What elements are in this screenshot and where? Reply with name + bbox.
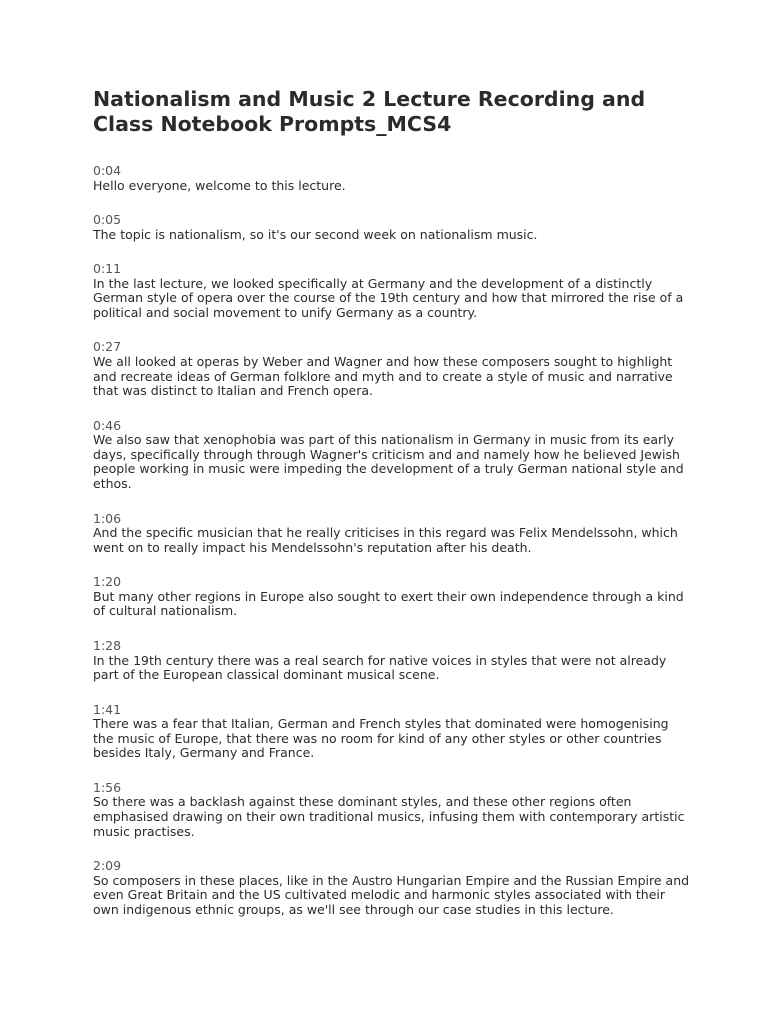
transcript-entry	[93, 512, 693, 556]
transcript-entry	[93, 859, 693, 917]
transcript-entry	[93, 262, 693, 320]
transcript-entry	[93, 419, 693, 492]
entry-timestamp: 1:28	[93, 638, 122, 653]
entry-timestamp: 1:56	[93, 779, 122, 795]
entry-text: There was a fear that Italian, German and French styles that dominated were homogenising the music of Europe, that there was no room for kind of any other styles or other countries besides Italy, Germany and France.	[93, 716, 669, 761]
entry-text: In the last lecture, we looked specifically at Germany and the development of a distinctly German style of opera over the course of the 19th century and how that mirrored the rise of a political and social movement to unify Germany as a country.	[93, 275, 684, 320]
transcript-entry	[93, 639, 693, 683]
entry-timestamp: 1:06	[93, 510, 122, 526]
entry-text: But many other regions in Europe also sought to exert their own independence through a kind of cultural nationalism.	[93, 588, 684, 619]
entry-text: In the 19th century there was a real search for native voices in styles that were not already part of the European classical dominant musical scene.	[93, 652, 667, 683]
entry-timestamp: 0:11	[93, 261, 122, 277]
transcript-entry	[93, 781, 693, 839]
entry-timestamp: 0:05	[93, 212, 122, 228]
entry-timestamp: 1:41	[93, 701, 122, 717]
transcript-entry	[93, 213, 693, 242]
document-title: Nationalism and Music 2 Lecture Recording and Class Notebook Prompts_MCS4	[93, 87, 646, 136]
entry-text: Hello everyone, welcome to this lecture.	[93, 177, 346, 193]
entry-text: We all looked at operas by Weber and Wagner and how these composers sought to highlight and recreate ideas of German folklore and myth and to create a style of music and narrative that was distinct to Italian and French opera.	[93, 353, 673, 399]
entry-text: So there was a backlash against these dominant styles, and these other regions often emphasised drawing on their own traditional musics, infusing them with contemporary artistic music practises.	[93, 794, 685, 839]
entry-text: So composers in these places, like in the Austro Hungarian Empire and the Russian Empire and even Great Britain and the US cultivated melodic and harmonic styles associated with their own indigenous ethnic groups, as we'll see through our case studies in this lecture.	[93, 872, 690, 917]
entry-timestamp: 1:20	[93, 574, 122, 590]
entry-timestamp: 0:27	[93, 339, 122, 355]
entry-text: And the specific musician that he really criticises in this regard was Felix Mendelssohn, which went on to really impact his Mendelssohn's reputation after his death.	[93, 525, 678, 555]
transcript-entry	[93, 575, 693, 619]
entry-timestamp: 0:04	[93, 163, 122, 178]
entry-text: The topic is nationalism, so it's our second week on nationalism music.	[93, 226, 538, 242]
document-page	[93, 87, 693, 938]
transcript-entry	[93, 703, 693, 761]
transcript-entry	[93, 340, 693, 398]
entry-timestamp: 2:09	[93, 858, 122, 874]
entry-timestamp: 0:46	[93, 417, 122, 433]
transcript-entry	[93, 164, 693, 193]
entry-text: We also saw that xenophobia was part of this nationalism in Germany in music from its early days, specifically through through Wagner's criticism and and namely how he believed Jewish people working in music were impeding the development of a truly German national style and ethos.	[93, 432, 684, 492]
